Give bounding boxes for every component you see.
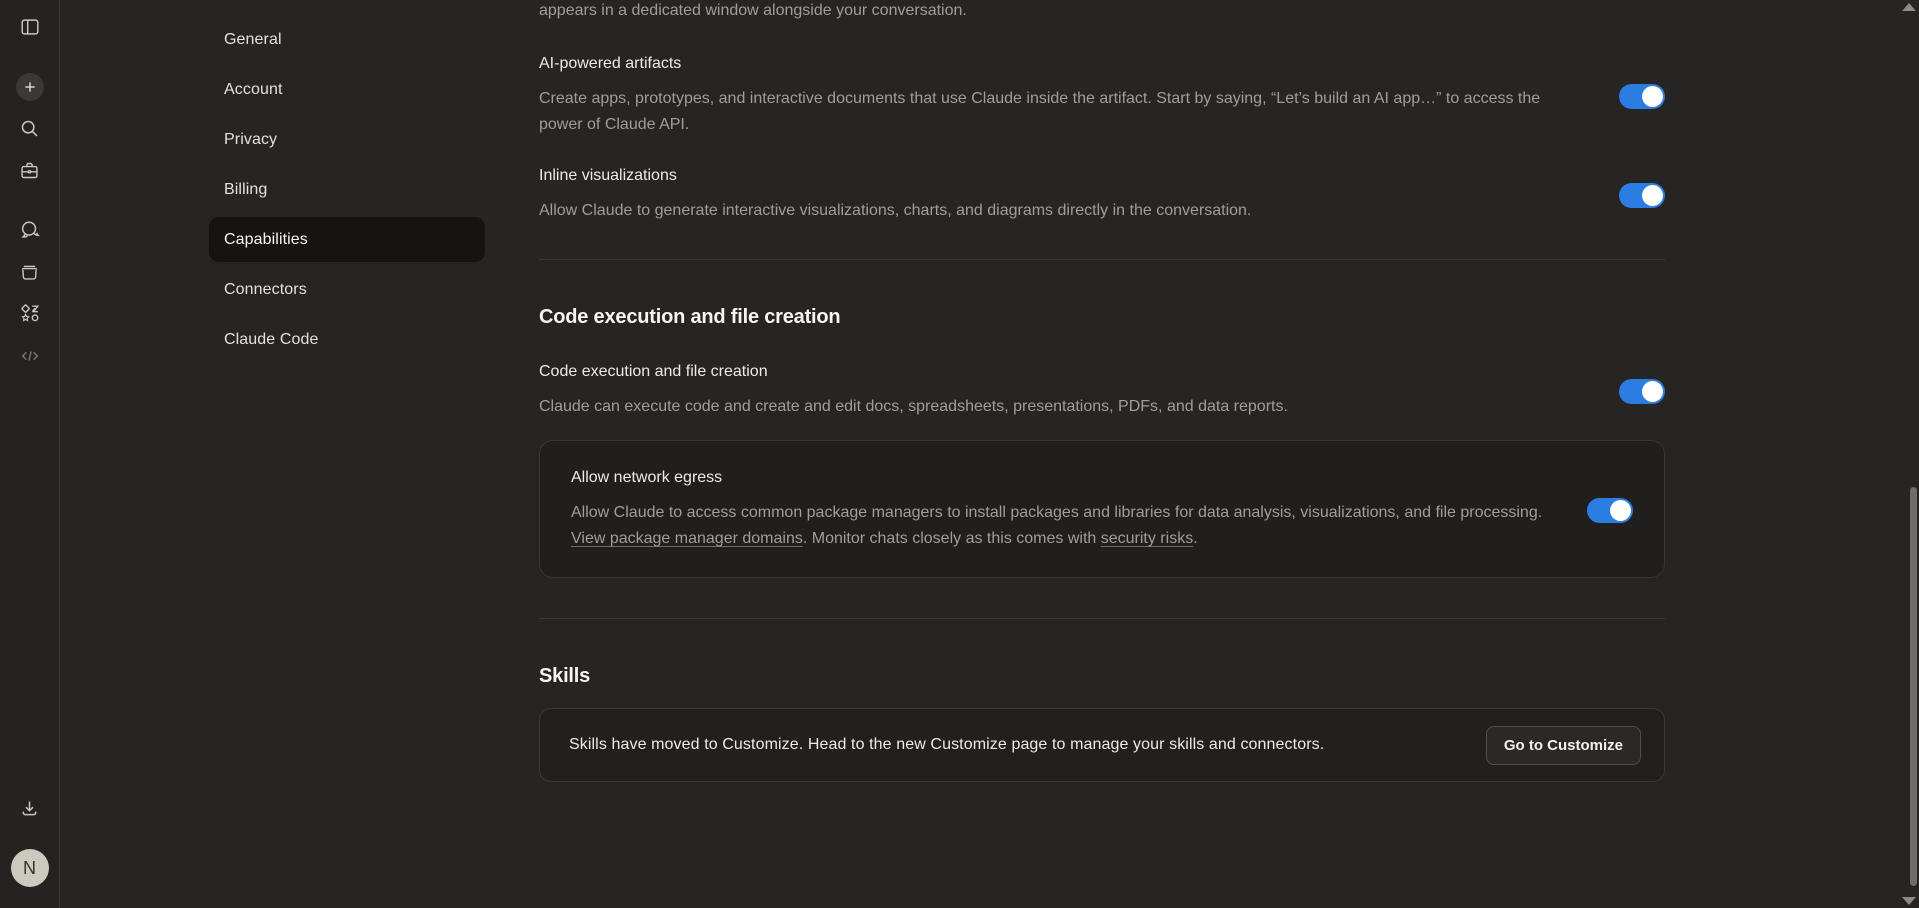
security-risks-link[interactable]: security risks xyxy=(1100,530,1194,547)
nav-item-privacy[interactable]: Privacy xyxy=(224,131,278,148)
setting-title: Inline visualizations xyxy=(539,167,677,184)
claude-code-button[interactable] xyxy=(13,339,47,373)
skills-notice-text: Skills have moved to Customize. Head to the new Customize page to manage your skills and connectors. xyxy=(569,736,1325,753)
project-box-icon xyxy=(19,262,40,283)
download-button[interactable] xyxy=(13,791,47,825)
clipped-description-line: appears in a dedicated window alongside your conversation. xyxy=(539,2,967,19)
search-button[interactable] xyxy=(13,111,47,145)
setting-row-ai-artifacts xyxy=(539,54,1665,138)
download-icon xyxy=(19,798,40,819)
setting-title: Allow network egress xyxy=(571,469,723,486)
search-icon xyxy=(19,118,40,139)
section-divider xyxy=(539,618,1665,619)
chats-button[interactable] xyxy=(13,213,47,247)
sidebar-panel-icon xyxy=(19,16,41,38)
chat-bubbles-icon xyxy=(19,219,41,241)
setting-description xyxy=(571,500,1571,552)
briefcase-icon xyxy=(19,160,40,181)
code-icon xyxy=(19,345,41,367)
code-execution-toggle[interactable] xyxy=(1619,379,1665,404)
nav-item-connectors[interactable]: Connectors xyxy=(224,281,307,298)
egress-desc-text: . Monitor chats closely as this comes with xyxy=(802,530,1101,547)
scrollbar-thumb[interactable] xyxy=(1910,487,1917,886)
egress-desc-text: Allow Claude to access common package managers to install packages and libraries for data analysis, visualizations, and file processing. xyxy=(571,504,1543,521)
setting-description: Claude can execute code and create and edit docs, spreadsheets, presentations, PDFs, and data reports. xyxy=(539,398,1288,415)
nav-item-general[interactable]: General xyxy=(224,31,282,48)
setting-row-code-execution xyxy=(539,362,1665,420)
setting-row-network-egress xyxy=(571,468,1633,552)
projects-button[interactable] xyxy=(13,255,47,289)
nav-item-account[interactable]: Account xyxy=(224,81,283,98)
avatar[interactable]: N xyxy=(11,849,49,887)
scrollbar-up-arrow[interactable] xyxy=(1902,3,1916,11)
nav-item-billing[interactable]: Billing xyxy=(224,181,268,198)
network-egress-card xyxy=(539,440,1665,578)
setting-row-inline-visualizations xyxy=(539,166,1665,224)
package-manager-domains-link[interactable]: View package manager domains xyxy=(571,530,803,547)
go-to-customize-button[interactable]: Go to Customize xyxy=(1486,726,1641,765)
sidebar-toggle-button[interactable] xyxy=(13,10,47,44)
network-egress-toggle[interactable] xyxy=(1587,498,1633,523)
setting-description: Allow Claude to generate interactive visualizations, charts, and diagrams directly in the conversation. xyxy=(539,202,1252,219)
nav-item-claude-code[interactable]: Claude Code xyxy=(224,331,319,348)
icon-rail xyxy=(0,0,60,908)
customize-button[interactable] xyxy=(13,296,47,330)
scrollbar-down-arrow[interactable] xyxy=(1902,897,1916,905)
skills-heading: Skills xyxy=(539,665,591,687)
capabilities-panel xyxy=(539,0,1919,908)
egress-desc-text: . xyxy=(1193,530,1198,547)
inline-visualizations-toggle[interactable] xyxy=(1619,183,1665,208)
code-execution-heading: Code execution and file creation xyxy=(539,306,841,328)
new-chat-button[interactable] xyxy=(13,70,47,104)
workspace-button[interactable] xyxy=(13,153,47,187)
setting-title: AI-powered artifacts xyxy=(539,55,682,72)
section-divider xyxy=(539,259,1665,260)
plus-icon xyxy=(16,73,44,101)
skills-moved-card xyxy=(539,708,1665,782)
setting-description: Create apps, prototypes, and interactive documents that use Claude inside the artifact. Start by saying, “Let’s build an AI app…” to access the power of Claude API. xyxy=(539,90,1541,133)
nav-item-capabilities[interactable]: Capabilities xyxy=(209,217,485,262)
ai-artifacts-toggle[interactable] xyxy=(1619,84,1665,109)
shapes-grid-icon xyxy=(19,302,41,324)
settings-nav xyxy=(60,0,539,908)
setting-title: Code execution and file creation xyxy=(539,363,768,380)
